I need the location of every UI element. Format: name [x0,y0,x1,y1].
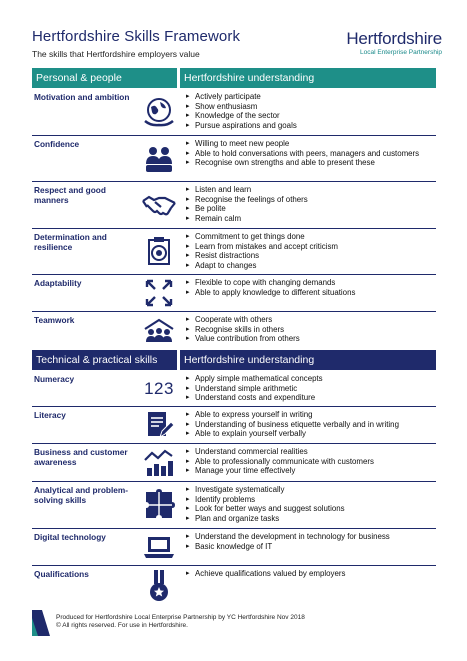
skill-label: Determination and resilience [34,232,107,252]
skill-items [182,89,436,135]
skill-row-numeracy [32,371,436,407]
skill-items [182,566,436,606]
list-item: ▸ Identify problems [186,495,436,505]
document-pen-icon [136,407,182,443]
list-item: ▸ Adapt to changes [186,261,436,271]
section-header-right: Hertfordshire understanding [177,350,436,370]
team-icon [136,312,182,350]
list-item: ▸ Learn from mistakes and accept criticism [186,242,436,252]
list-item: ▸ Resist distractions [186,251,436,261]
skill-items [182,182,436,228]
page-title: Hertfordshire Skills Framework [32,28,241,45]
section-header-left: Technical & practical skills [32,350,177,370]
skill-row-teamwork [32,312,436,350]
skill-label: Adaptability [34,278,82,288]
list-item: ▸ Manage your time effectively [186,466,436,476]
skill-row-business [32,444,436,482]
target-icon [136,229,182,274]
skill-label: Numeracy [34,374,75,384]
list-item: ▸ Show enthusiasm [186,102,436,112]
skill-label: Respect and good manners [34,185,106,205]
list-item: ▸ Able to hold conversations with peers, managers and customers [186,149,436,159]
skill-items [182,407,436,443]
laptop-icon [136,529,182,565]
list-item: ▸ Basic knowledge of IT [186,542,436,552]
footer-text [56,614,305,630]
skill-label: Confidence [34,139,80,149]
skill-items [182,482,436,528]
skill-row-confidence [32,136,436,182]
list-item: ▸ Be polite [186,204,436,214]
list-item: ▸ Commitment to get things done [186,232,436,242]
skill-items [182,371,436,406]
skill-label: Qualifications [34,569,89,579]
skill-label: Literacy [34,410,66,420]
puzzle-icon [136,482,182,528]
skill-label: Teamwork [34,315,75,325]
list-item: ▸ Understand the development in technology for business [186,532,436,542]
skill-label: Digital technology [34,532,106,542]
page-footer [32,610,442,640]
skill-items [182,136,436,181]
list-item: ▸ Investigate systematically [186,485,436,495]
numbers-icon [136,371,182,406]
list-item: ▸ Achieve qualifications valued by employers [186,569,436,579]
skill-row-digital [32,529,436,566]
people-group-icon [136,136,182,181]
skill-label: Business and customer awareness [34,447,128,467]
bar-chart-icon [136,444,182,481]
footer-mark-icon [32,610,50,636]
list-item: ▸ Willing to meet new people [186,139,436,149]
list-item: ▸ Listen and learn [186,185,436,195]
logo-sub-text: Local Enterprise Partnership [359,49,442,56]
globe-hands-icon [136,89,182,135]
skill-row-adaptability [32,275,436,312]
logo-main-text: Hertfordshire [346,29,442,48]
list-item: ▸ Recognise skills in others [186,325,436,335]
section-header-technical [32,350,436,370]
list-item: ▸ Understand costs and expenditure [186,393,436,403]
handshake-icon [136,182,182,228]
list-item: ▸ Actively participate [186,92,436,102]
list-item: ▸ Understanding of business etiquette verbally and in writing [186,420,436,430]
list-item: ▸ Look for better ways and suggest solutions [186,504,436,514]
list-item: ▸ Flexible to cope with changing demands [186,278,436,288]
section-header-right: Hertfordshire understanding [177,68,436,88]
skill-row-respect [32,182,436,229]
section-personal-rows [32,89,436,350]
list-item: ▸ Apply simple mathematical concepts [186,374,436,384]
list-item: ▸ Able to explain yourself verbally [186,429,436,439]
expand-arrows-icon [136,275,182,311]
skill-row-motivation [32,89,436,136]
page-header [32,28,442,68]
medal-icon [136,566,182,606]
list-item: ▸ Able to apply knowledge to different situations [186,288,436,298]
list-item: ▸ Recognise own strengths and able to present these [186,158,436,168]
footer-copyright: © All rights reserved. For use in Hertfordshire. [56,622,188,629]
list-item: ▸ Cooperate with others [186,315,436,325]
skill-items [182,529,436,565]
section-technical-rows [32,371,436,606]
skill-row-determination [32,229,436,275]
skill-items [182,312,436,350]
skill-row-qualifications [32,566,436,606]
section-header-left: Personal & people [32,68,177,88]
list-item: ▸ Understand simple arithmetic [186,384,436,394]
skill-items [182,275,436,311]
skill-items [182,444,436,481]
lep-logo [346,30,442,56]
skill-row-analytical [32,482,436,529]
list-item: ▸ Able to express yourself in writing [186,410,436,420]
skill-items [182,229,436,274]
list-item: ▸ Remain calm [186,214,436,224]
page-subtitle: The skills that Hertfordshire employers value [32,49,200,59]
list-item: ▸ Recognise the feelings of others [186,195,436,205]
section-header-personal [32,68,436,88]
skill-label: Analytical and problem-solving skills [34,485,129,505]
list-item: ▸ Pursue aspirations and goals [186,121,436,131]
footer-credit: Produced for Hertfordshire Local Enterprise Partnership by YC Hertfordshire Nov 2018 [56,614,305,621]
list-item: ▸ Understand commercial realities [186,447,436,457]
skill-row-literacy [32,407,436,444]
list-item: ▸ Plan and organize tasks [186,514,436,524]
numbers-icon-text: 123 [144,378,174,398]
skill-label: Motivation and ambition [34,92,130,102]
list-item: ▸ Knowledge of the sector [186,111,436,121]
list-item: ▸ Able to professionally communicate with customers [186,457,436,467]
list-item: ▸ Value contribution from others [186,334,436,344]
